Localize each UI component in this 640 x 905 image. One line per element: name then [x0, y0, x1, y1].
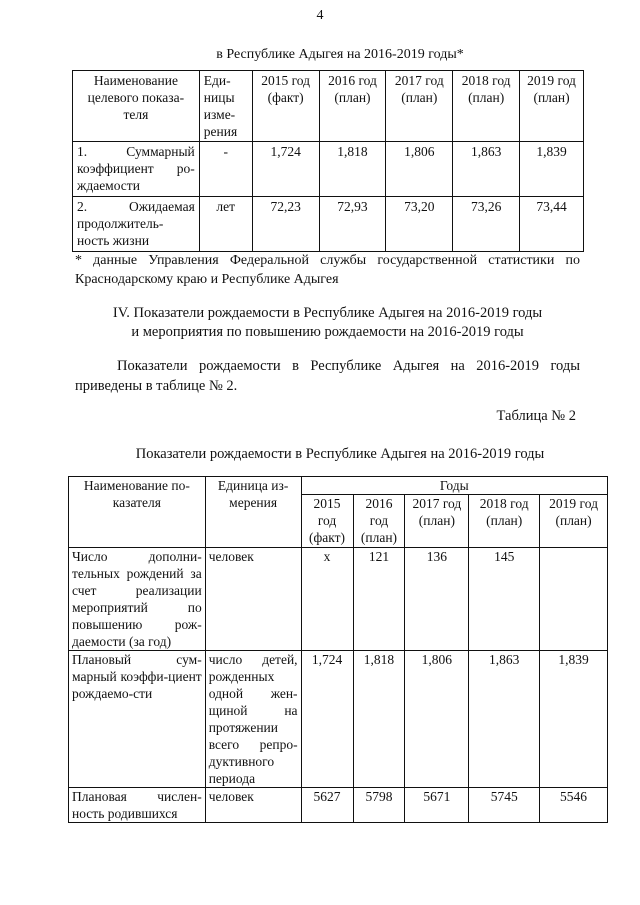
table-cell: х [301, 548, 353, 651]
table-1 [72, 70, 584, 252]
table-row [69, 651, 608, 788]
header-cell: Единица из-мерения [205, 477, 301, 548]
section-title-line: и мероприятия по повышению рождаемости на 2016-2019 годы [131, 324, 524, 340]
table-cell: - [199, 142, 252, 197]
header-cell: 2016 год (план) [353, 495, 405, 548]
table-cell: 1,839 [540, 651, 608, 788]
table-cell: 1,839 [520, 142, 584, 197]
table-cell: 5546 [540, 788, 608, 823]
table-cell: 73,20 [386, 197, 453, 252]
header-cell: Еди-ницы изме-рения [199, 71, 252, 142]
table-cell: 73,44 [520, 197, 584, 252]
table-cell: 145 [469, 548, 540, 651]
table-cell: 5745 [469, 788, 540, 823]
table-cell: 5798 [353, 788, 405, 823]
page-number: 4 [316, 8, 324, 23]
table-2 [68, 476, 608, 823]
header-cell: 2019 год (план) [520, 71, 584, 142]
table-row [69, 788, 608, 823]
header-cell: Наименование по-казателя [69, 477, 206, 548]
table-cell: 1,863 [453, 142, 520, 197]
table-cell: число детей, рожденных одной жен-щиной на протяжении всего репро-дуктивного периода [205, 651, 301, 788]
table-label: Таблица № 2 [496, 408, 576, 424]
table-header-row [69, 477, 608, 495]
body-paragraph: Показатели рождаемости в Республике Адыгея на 2016-2019 годы приведены в таблице № 2. [75, 358, 580, 394]
header-cell: 2017 год (план) [405, 495, 469, 548]
section-title [75, 304, 580, 342]
table-cell: 5627 [301, 788, 353, 823]
table-row [69, 548, 608, 651]
header-cell: 2015 год (факт) [301, 495, 353, 548]
table-cell: 1,724 [252, 142, 319, 197]
footnote: * данные Управления Федеральной службы государственной статистики по Краснодарскому краю и Республике Адыгея [75, 253, 580, 287]
table-cell: Плановый сум-марный коэффи-циент рождаемо-сти [69, 651, 206, 788]
table-cell: 1,724 [301, 651, 353, 788]
header-cell: 2016 год (план) [319, 71, 386, 142]
table-cell: Число дополни-тельных рождений за счет реализации мероприятий по повышению рож-даемости (за год) [69, 548, 206, 651]
header-cell: Годы [301, 477, 607, 495]
table-cell: 2. Ожидаемая продолжитель-ность жизни [73, 197, 200, 252]
table1-caption: в Республике Адыгея на 2016-2019 годы* [216, 47, 464, 62]
table-cell [540, 548, 608, 651]
header-cell: Наименование целевого показа-теля [73, 71, 200, 142]
table-row [73, 197, 584, 252]
table-cell: 5671 [405, 788, 469, 823]
table-cell: 1. Суммарный коэффициент ро-ждаемости [73, 142, 200, 197]
table-cell: 136 [405, 548, 469, 651]
table-header-row [73, 71, 584, 142]
table-cell: 1,818 [319, 142, 386, 197]
table-cell: 1,806 [386, 142, 453, 197]
header-cell: 2018 год (план) [469, 495, 540, 548]
table-cell: 1,806 [405, 651, 469, 788]
table-cell: человек [205, 548, 301, 651]
table-cell: 1,863 [469, 651, 540, 788]
header-cell: 2018 год (план) [453, 71, 520, 142]
header-cell: 2019 год (план) [540, 495, 608, 548]
table-cell: лет [199, 197, 252, 252]
table-cell: 73,26 [453, 197, 520, 252]
table-cell: 121 [353, 548, 405, 651]
header-cell: 2015 год (факт) [252, 71, 319, 142]
table-cell: 72,23 [252, 197, 319, 252]
table-cell: человек [205, 788, 301, 823]
section-title-line: IV. Показатели рождаемости в Республике Адыгея на 2016-2019 годы [112, 305, 543, 321]
table-row [73, 142, 584, 197]
table-cell: Плановая числен-ность родившихся [69, 788, 206, 823]
header-cell: 2017 год (план) [386, 71, 453, 142]
table-cell: 72,93 [319, 197, 386, 252]
table2-caption: Показатели рождаемости в Республике Адыгея на 2016-2019 годы [135, 446, 545, 462]
table-cell: 1,818 [353, 651, 405, 788]
